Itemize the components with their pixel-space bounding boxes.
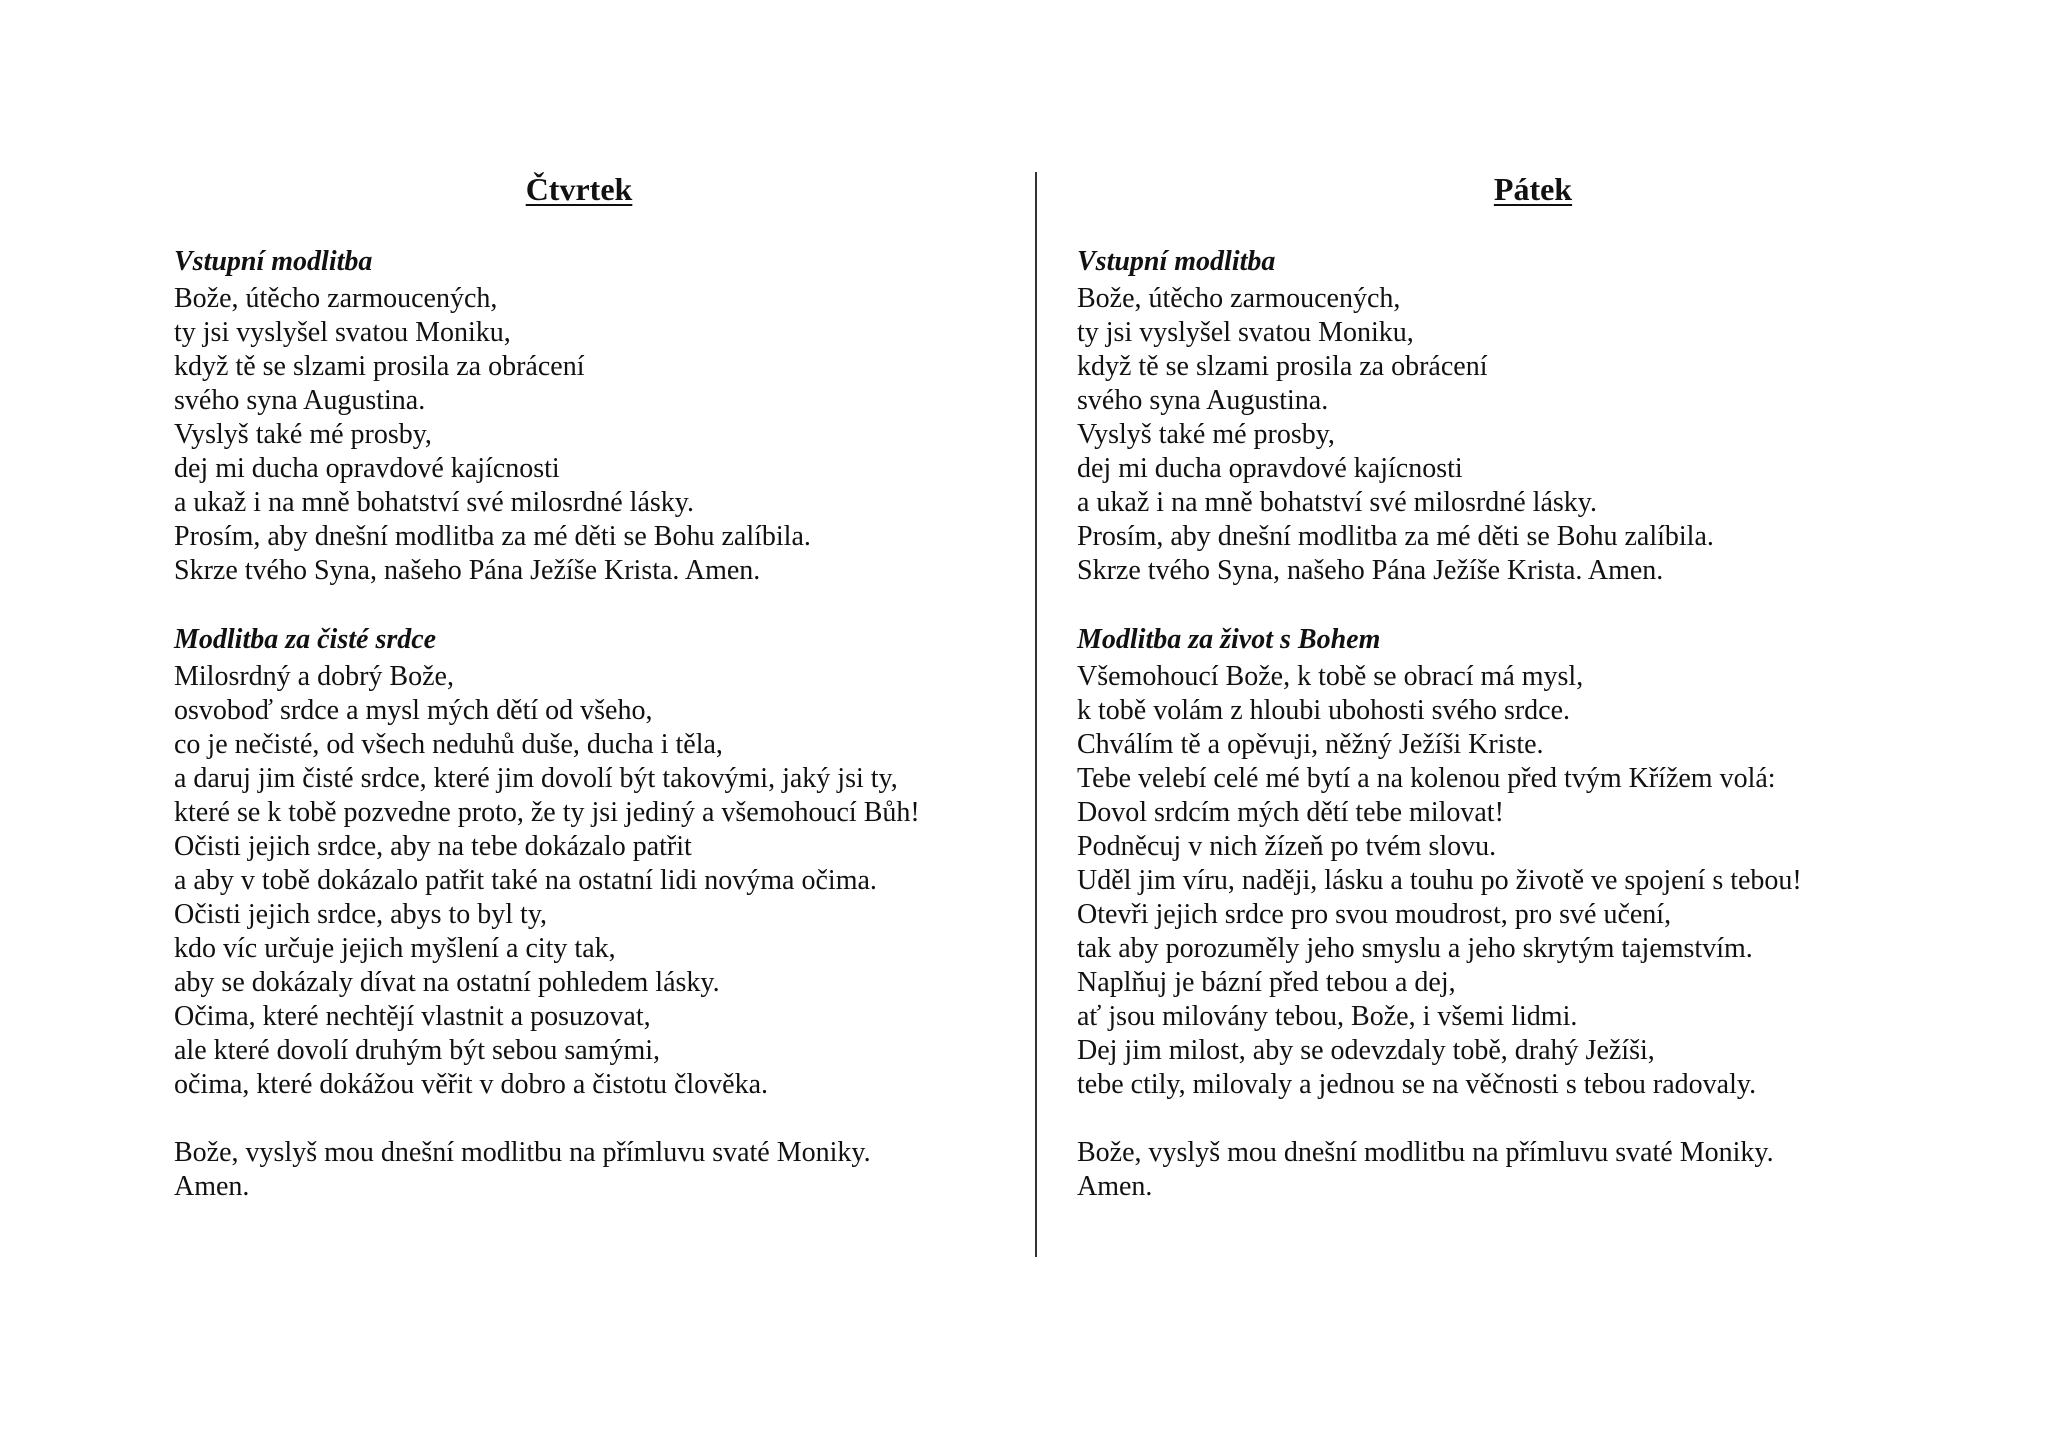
section-opening-prayer	[1077, 244, 1977, 588]
closing-line: Amen.	[174, 1171, 250, 1202]
prayer-line: aby se dokázaly dívat na ostatní pohledem lásky.	[174, 967, 720, 998]
prayer-line: Bože, útěcho zarmoucených,	[1077, 283, 1401, 314]
prayer-line: když tě se slzami prosila za obrácení	[174, 351, 585, 382]
closing-prayer	[1077, 1136, 1977, 1204]
right-column	[1077, 168, 1977, 1204]
prayer-text	[174, 282, 1024, 588]
prayer-line: Vyslyš také mé prosby,	[174, 419, 432, 450]
left-column	[174, 168, 1024, 1204]
prayer-text	[174, 660, 1024, 1102]
prayer-text	[1077, 660, 1977, 1102]
section-life-with-god-prayer	[1077, 622, 1977, 1102]
column-divider	[1035, 172, 1037, 1257]
day-title-friday: Pátek	[1493, 171, 1573, 207]
prayer-line: dej mi ducha opravdové kajícnosti	[1077, 453, 1463, 484]
prayer-line: a ukaž i na mně bohatství své milosrdné lásky.	[1077, 487, 1597, 518]
prayer-line: a aby v tobě dokázalo patřit také na ostatní lidi novýma očima.	[174, 865, 877, 896]
prayer-line: které se k tobě pozvedne proto, že ty jsi jediný a všemohoucí Bůh!	[174, 797, 920, 828]
prayer-text	[1077, 282, 1977, 588]
prayer-line: Podněcuj v nich žízeň po tvém slovu.	[1077, 831, 1497, 862]
day-title-thursday: Čtvrtek	[525, 171, 633, 207]
prayer-line: ať jsou milovány tebou, Bože, i všemi lidmi.	[1077, 1001, 1578, 1032]
prayer-line: ale které dovolí druhým být sebou samými,	[174, 1035, 661, 1066]
prayer-line: a daruj jim čisté srdce, které jim dovolí být takovými, jaký jsi ty,	[174, 763, 898, 794]
section-opening-prayer	[174, 244, 1024, 588]
prayer-line: Bože, útěcho zarmoucených,	[174, 283, 498, 314]
prayer-line: očima, které dokážou věřit v dobro a čistotu člověka.	[174, 1069, 769, 1100]
prayer-line: Vyslyš také mé prosby,	[1077, 419, 1335, 450]
section-heading: Modlitba za život s Bohem	[1077, 624, 1381, 655]
prayer-line: tebe ctily, milovaly a jednou se na věčnosti s tebou radovaly.	[1077, 1069, 1757, 1100]
section-heading: Vstupní modlitba	[174, 246, 373, 277]
section-heading: Modlitba za čisté srdce	[174, 624, 437, 655]
prayer-line: kdo víc určuje jejich myšlení a city tak,	[174, 933, 616, 964]
closing-line: Bože, vyslyš mou dnešní modlitbu na přímluvu svaté Moniky.	[174, 1137, 871, 1168]
prayer-line: když tě se slzami prosila za obrácení	[1077, 351, 1488, 382]
prayer-line: co je nečisté, od všech neduhů duše, ducha i těla,	[174, 729, 723, 760]
prayer-line: Očima, které nechtějí vlastnit a posuzovat,	[174, 1001, 651, 1032]
prayer-line: Očisti jejich srdce, abys to byl ty,	[174, 899, 547, 930]
prayer-line: svého syna Augustina.	[1077, 385, 1329, 416]
prayer-line: Všemohoucí Bože, k tobě se obrací má mysl,	[1077, 661, 1584, 692]
prayer-line: Milosrdný a dobrý Bože,	[174, 661, 454, 692]
closing-line: Amen.	[1077, 1171, 1153, 1202]
prayer-line: Tebe velebí celé mé bytí a na kolenou před tvým Křížem volá:	[1077, 763, 1776, 794]
prayer-line: a ukaž i na mně bohatství své milosrdné lásky.	[174, 487, 694, 518]
closing-line: Bože, vyslyš mou dnešní modlitbu na přímluvu svaté Moniky.	[1077, 1137, 1774, 1168]
prayer-line: Naplňuj je bázní před tebou a dej,	[1077, 967, 1456, 998]
closing-prayer	[174, 1136, 1024, 1204]
prayer-line: ty jsi vyslyšel svatou Moniku,	[1077, 317, 1414, 348]
prayer-line: Dovol srdcím mých dětí tebe milovat!	[1077, 797, 1504, 828]
prayer-line: Dej jim milost, aby se odevzdaly tobě, drahý Ježíši,	[1077, 1035, 1655, 1066]
prayer-line: Chválím tě a opěvuji, něžný Ježíši Kriste.	[1077, 729, 1544, 760]
prayer-line: osvoboď srdce a mysl mých dětí od všeho,	[174, 695, 653, 726]
prayer-line: tak aby porozuměly jeho smyslu a jeho skrytým tajemstvím.	[1077, 933, 1753, 964]
prayer-line: ty jsi vyslyšel svatou Moniku,	[174, 317, 511, 348]
prayer-line: Prosím, aby dnešní modlitba za mé děti se Bohu zalíbila.	[174, 521, 811, 552]
prayer-line: Uděl jim víru, naději, lásku a touhu po životě ve spojení s tebou!	[1077, 865, 1802, 896]
prayer-line: Očisti jejich srdce, aby na tebe dokázalo patřit	[174, 831, 692, 862]
prayer-line: Prosím, aby dnešní modlitba za mé děti se Bohu zalíbila.	[1077, 521, 1714, 552]
prayer-line: svého syna Augustina.	[174, 385, 426, 416]
prayer-line: dej mi ducha opravdové kajícnosti	[174, 453, 560, 484]
prayer-line: k tobě volám z hloubi ubohosti svého srdce.	[1077, 695, 1571, 726]
prayer-line: Skrze tvého Syna, našeho Pána Ježíše Krista. Amen.	[1077, 555, 1664, 586]
section-pure-heart-prayer	[174, 622, 1024, 1102]
prayer-line: Otevři jejich srdce pro svou moudrost, pro své učení,	[1077, 899, 1672, 930]
prayer-line: Skrze tvého Syna, našeho Pána Ježíše Krista. Amen.	[174, 555, 761, 586]
section-heading: Vstupní modlitba	[1077, 246, 1276, 277]
